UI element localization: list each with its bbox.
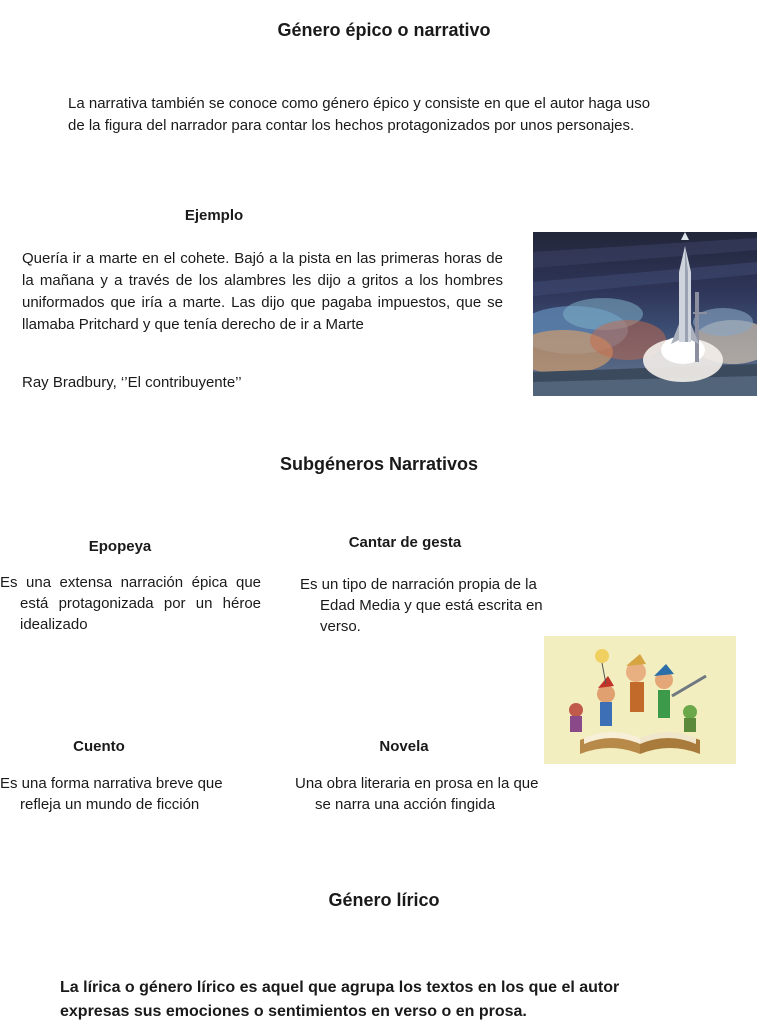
open-book-icon xyxy=(544,636,736,764)
subgenres-title: Subgéneros Narrativos xyxy=(279,454,479,474)
epic-title: Género épico o narrativo xyxy=(277,20,491,40)
subgenre-novela-description: Una obra literaria en prosa en la que se narra una acción fingida xyxy=(295,775,539,813)
rocket-launch-illustration xyxy=(533,232,757,396)
epic-intro xyxy=(68,93,748,137)
rocket-icon xyxy=(533,232,757,396)
subgenre-novela-title: Novela xyxy=(379,738,429,755)
lyric-title: Género lírico xyxy=(328,890,440,910)
subgenre-epopeya-title: Epopeya xyxy=(88,538,152,555)
subgenre-cantar-description: Es un tipo de narración propia de la Edad Media y que está escrita en verso. xyxy=(300,576,543,635)
lyric-body-line-2: expresas sus emociones o sentimientos en verso o en prosa. xyxy=(60,1003,527,1020)
epic-intro-line-2: de la figura del narrador para contar los hechos protagonizados por unos personajes. xyxy=(68,117,635,134)
example-attribution: Ray Bradbury, ‘’El contribuyente’’ xyxy=(22,374,242,391)
subgenre-cuento-title: Cuento xyxy=(73,738,125,755)
subgenre-epopeya-description: Es una extensa narración épica que está protagonizada por un héroe idealizado xyxy=(0,574,261,633)
example-heading: Ejemplo xyxy=(184,207,244,224)
example-quote: Quería ir a marte en el cohete. Bajó a la pista en las primeras horas de la mañana y a través de los alambres les dijo a gritos a los hombres uniformados que iría a marte. Las dijo que pagaba impuestos, que se llamaba Pritchard y que tenía derecho de ir a Marte xyxy=(22,250,503,333)
epic-intro-line-1: La narrativa también se conoce como género épico y consiste en que el autor haga uso xyxy=(68,95,651,112)
lyric-body-line-1: La lírica o género lírico es aquel que agrupa los textos en los que el autor xyxy=(60,979,620,996)
subgenre-cuento-description: Es una forma narrativa breve que refleja un mundo de ficción xyxy=(0,775,223,813)
storybook-characters-illustration xyxy=(544,636,736,764)
lyric-body xyxy=(60,976,760,1024)
subgenre-cantar-title: Cantar de gesta xyxy=(348,534,462,551)
